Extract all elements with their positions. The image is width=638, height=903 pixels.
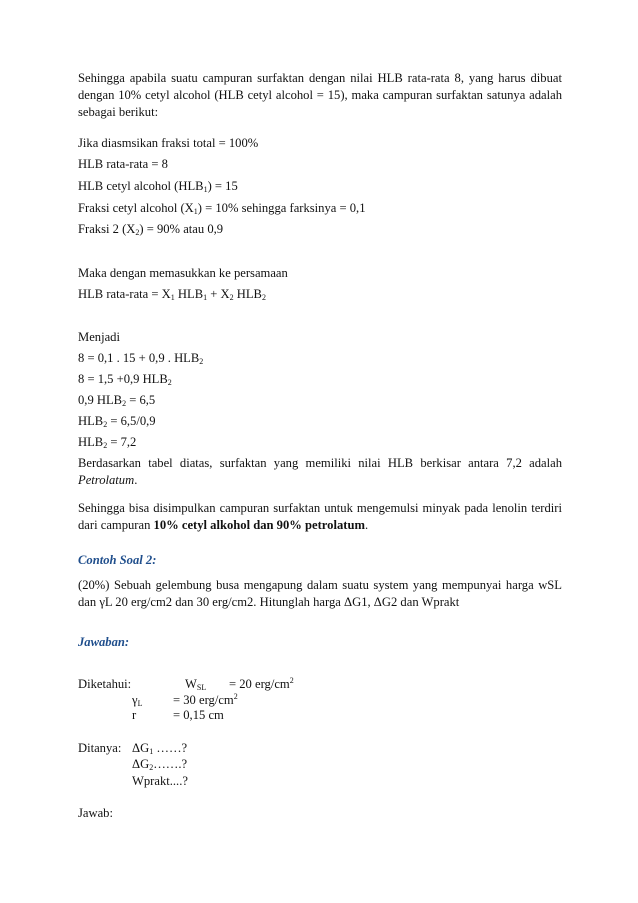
menjadi-line: Menjadi <box>78 330 120 344</box>
radius-value: = 0,15 cm <box>173 708 224 722</box>
based-paragraph: Berdasarkan tabel diatas, surfaktan yang memiliki nilai HLB berkisar antara 7,2 adalah Petrolatum. <box>78 456 562 487</box>
step-line: $HLB_2 = 7,2$ <box>78 435 137 450</box>
asked-wprakt: Wprakt....? <box>132 774 188 788</box>
gamma-value: = 30 erg/$cm^2$ <box>173 692 238 707</box>
substitute-line: Maka dengan memasukkan ke persamaan <box>78 266 288 280</box>
step-line: 0,9 $HLB_2 = 6,5$ <box>78 393 156 408</box>
gamma-symbol: $\gamma_L$ <box>132 693 143 708</box>
step-line: 8 = 0,1 . 15 + 0,9 . $HLB_2$ <box>78 351 204 366</box>
asked-g1: $\Delta G_1$ ……? <box>132 741 188 756</box>
intro-paragraph: Sehingga apabila suatu campuran surfaktan dengan nilai HLB rata-rata 8, yang harus dibuat dengan 10% cetyl alcohol (HLB cetyl alcohol = 15), maka campuran surfaktan satunya adalah sebagai berikut: <box>78 71 562 119</box>
asked-g2: $\Delta G_2\dots\dots$.? <box>132 757 188 772</box>
hlb-average-line: HLB rata-rata = 8 <box>78 157 168 171</box>
equation-line: HLB rata-rata = $X_1$ $HLB_1 + X_2$ $HLB_2$ <box>78 287 266 302</box>
radius-symbol: r <box>132 708 137 722</box>
w-value: = 20 erg/$cm^2$ <box>229 676 294 691</box>
example-paragraph: (20%) Sebuah gelembung busa mengapung dalam suatu system yang mempunyai harga wSL dan γL 20 erg/cm2 dan 30 erg/cm2. Hitunglah harga ΔG1, ΔG2 dan Wprakt <box>78 578 562 609</box>
w-symbol: $W_{SL}$ <box>185 677 207 692</box>
step-line: $HLB_2 = 6,5/0,9$ <box>78 414 156 429</box>
step-line: 8 = 1,5 +0,9 $HLB_2$ <box>78 372 172 387</box>
jawab-label: Jawab: <box>78 806 113 820</box>
conclusion-paragraph: Sehingga bisa disimpulkan campuran surfaktan untuk mengemulsi minyak pada lenolin terdiri dari campuran 10% cetyl alkohol dan 90% petrolatum. <box>78 501 562 532</box>
answer-heading: Jawaban: <box>78 635 130 649</box>
fraction-2-line: Fraksi 2 $(X_2) = 90\%$ atau 0,9 <box>78 222 224 237</box>
hlb-cetyl-line: HLB cetyl alcohol $(HLB_1) = 15$ <box>78 179 238 194</box>
asked-label: Ditanya: <box>78 741 122 755</box>
fraction-cetyl-line: Fraksi cetyl alcohol $(X_1) = 10\%$ sehingga farksinya = 0,1 <box>78 201 366 216</box>
example-heading: Contoh Soal 2: <box>78 553 157 567</box>
assumption-line: Jika diasmsikan fraksi total = 100% <box>78 136 259 150</box>
known-label: Diketahui: <box>78 677 132 691</box>
